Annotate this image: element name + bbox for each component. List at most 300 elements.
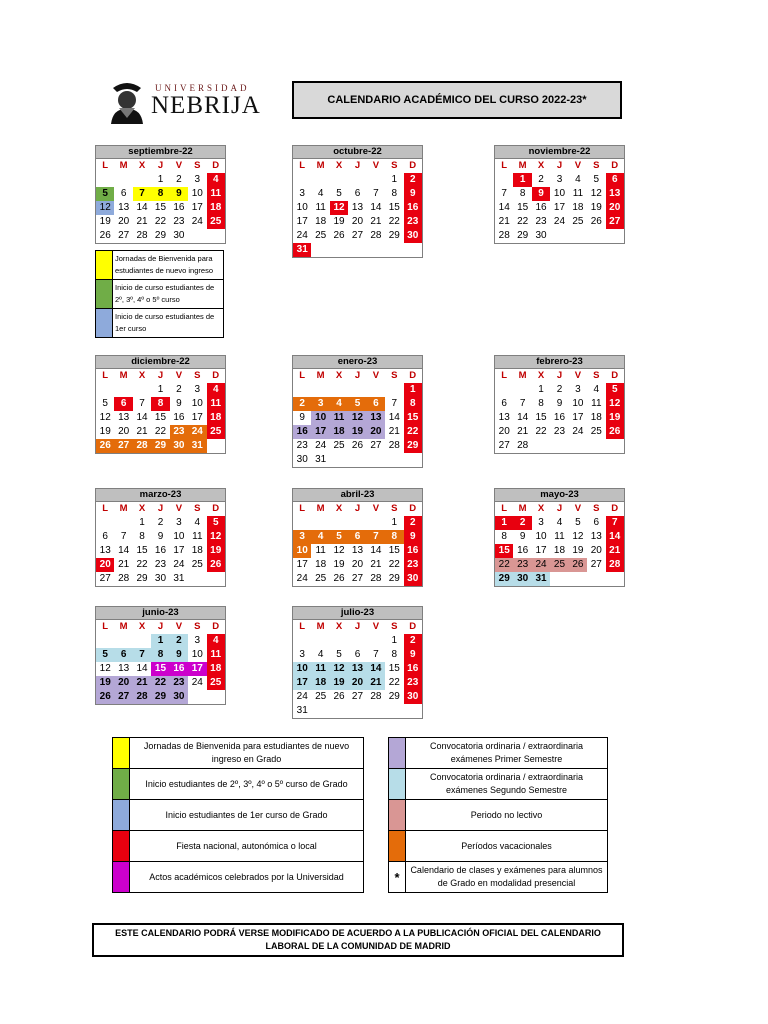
day-cell: 30 [170,690,188,704]
weekday-label: S [391,503,398,514]
weekday-label: V [574,503,582,514]
day-cell: 20 [118,216,130,227]
legend-item [389,738,607,769]
legend-text: Inicio estudiantes de 2º, 3º, 4º o 5º curso de Grado [145,778,348,789]
day-cell: 4 [207,634,225,648]
legend-text: Fiesta nacional, autonómica o local [176,840,317,851]
day-cell: 17 [191,202,203,213]
day-cell [114,383,132,397]
day-cell: 2 [157,517,164,528]
day-cell: 15 [136,545,148,556]
legend-text: Inicio estudiantes de 1er curso de Grado [165,809,328,820]
day-cell: 17 [311,425,329,439]
day-cell [367,243,385,257]
day-cell: 1 [404,383,422,397]
legend-swatch [389,800,406,830]
day-cell: 17 [553,202,566,213]
day-cell: 4 [207,173,225,187]
day-cell [188,229,206,243]
week-row [293,690,422,704]
day-cell: 24 [296,573,308,584]
week-row [293,411,422,425]
month-octubre-22 [292,145,423,258]
day-cell: 11 [207,187,225,201]
legend-item [96,251,223,280]
day-cell: 22 [154,426,167,437]
weekday-label: D [212,621,220,632]
day-cell: 11 [311,662,329,676]
day-cell: 28 [388,440,400,451]
day-cell [330,173,348,187]
day-cell [587,439,605,453]
weekday-label: V [372,503,380,514]
day-cell: 29 [388,230,400,241]
month-diciembre-22 [95,355,226,454]
month-header: mayo-23 [494,488,625,502]
day-cell: 11 [315,202,326,213]
day-cell: 25 [333,440,345,451]
week-row [96,676,225,690]
day-cell [587,229,605,243]
day-cell: 25 [207,425,225,439]
day-cell: 7 [133,648,151,662]
day-cell [348,383,366,397]
day-cell [348,453,366,467]
weekday-label: J [354,160,361,171]
day-cell: 12 [99,663,111,674]
week-row [293,558,422,572]
legend-item [389,800,607,831]
legend-item [96,309,223,337]
day-cell: 30 [404,690,422,704]
week-row [293,634,422,648]
week-row [495,397,624,411]
day-cell [385,704,403,718]
day-cell: 12 [333,545,345,556]
weekday-label: M [119,503,128,514]
weekday-row [96,620,225,634]
day-cell: 2 [404,173,422,187]
day-cell: 4 [317,188,324,199]
day-cell: 9 [404,648,422,662]
day-cell: 14 [370,545,382,556]
day-cell: 24 [191,216,203,227]
weekday-label: D [212,503,220,514]
day-cell: 16 [173,202,185,213]
day-cell: 18 [207,201,225,215]
week-row [96,187,225,201]
day-cell: 21 [133,676,151,690]
day-cell: 12 [330,662,348,676]
weekday-row [96,369,225,383]
day-cell: 23 [154,559,167,570]
day-cell: 25 [207,215,225,229]
week-row [495,215,624,229]
day-cell: 18 [191,545,203,556]
day-cell: 14 [498,202,510,213]
week-row [293,662,422,676]
portrait-crest-icon [107,78,147,124]
day-cell: 6 [120,188,127,199]
weekday-label: X [138,621,146,632]
month-junio-23 [95,606,226,705]
day-cell: 8 [151,648,169,662]
day-cell: 7 [139,398,145,409]
day-cell: 21 [136,426,148,437]
day-cell: 15 [517,202,529,213]
logo-university-text: UNIVERSIDAD [155,83,250,93]
weekday-label: X [335,621,343,632]
day-cell: 7 [391,398,398,409]
weekday-label: M [316,503,325,514]
day-cell: 24 [532,558,550,572]
day-cell: 1 [151,634,169,648]
day-cell: 28 [517,440,529,451]
day-cell: 26 [333,230,345,241]
day-cell: 19 [99,426,111,437]
modification-notice: ESTE CALENDARIO PODRÁ VERSE MODIFICADO DE ACUERDO A LA PUBLICACIÓN OFICIAL DEL CALENDARIO LABORAL DE LA COMUNIDAD DE MADRID [92,923,624,957]
day-cell: 24 [173,559,185,570]
weekday-label: V [574,160,582,171]
day-cell: 28 [133,439,151,453]
day-cell: 20 [367,425,385,439]
weekday-label: D [409,503,417,514]
weekday-label: J [157,503,164,514]
day-cell [367,453,385,467]
weekday-row [96,159,225,173]
day-cell [293,173,311,187]
weekday-label: M [316,160,325,171]
day-cell: 10 [553,188,566,199]
day-cell [550,439,568,453]
day-cell: 5 [102,398,108,409]
day-cell: 27 [114,690,132,704]
day-cell [96,383,114,397]
day-cell: 13 [367,411,385,425]
legend-swatch [113,800,130,830]
day-cell: 27 [99,573,111,584]
day-cell [404,453,422,467]
day-cell: 26 [96,690,114,704]
day-cell [188,690,206,704]
day-cell: 17 [188,662,206,676]
day-cell: 11 [591,398,602,409]
legend-text: Jornadas de Bienvenida para estudiantes de nuevo ingreso en Grado [143,741,350,764]
day-cell: 1 [513,173,531,187]
day-cell: 24 [296,691,308,702]
month-header: octubre-22 [292,145,423,159]
day-cell: 3 [194,384,201,395]
day-cell: 21 [606,544,624,558]
day-cell: 14 [517,412,529,423]
day-cell: 30 [296,454,308,465]
weekday-label: S [391,370,398,381]
day-cell: 22 [388,559,400,570]
legend-swatch [113,769,130,799]
weekday-label: S [593,503,600,514]
day-cell: 9 [299,412,305,423]
day-cell: 1 [157,174,164,185]
day-cell: 16 [553,412,566,423]
day-cell: 28 [498,230,510,241]
legend-swatch: * [389,862,406,892]
week-row [96,530,225,544]
day-cell: 24 [191,677,203,688]
weekday-label: X [138,160,146,171]
day-cell: 2 [293,397,311,411]
month-header: febrero-23 [494,355,625,369]
weekday-label: S [391,160,398,171]
month-header: abril-23 [292,488,423,502]
day-cell: 26 [569,558,587,572]
day-cell: 27 [606,215,624,229]
day-cell [367,173,385,187]
legend-text: Calendario de clases y exámenes para alumnos de Grado en modalidad presencial [410,865,603,888]
day-cell [96,516,114,530]
day-cell: 4 [575,174,581,185]
day-cell: 5 [593,174,600,185]
day-cell [207,572,225,586]
day-cell: 28 [370,230,382,241]
day-cell: 15 [151,662,169,676]
day-cell: 22 [495,558,513,572]
week-row [96,383,225,397]
week-row [495,425,624,439]
legend-swatch [96,251,113,279]
legend-swatch [389,738,406,768]
weekday-label: D [409,621,417,632]
day-cell: 10 [293,662,311,676]
day-cell: 5 [575,517,581,528]
legend-text: Jornadas de Bienvenida para estudiantes de nuevo ingreso [115,254,213,275]
day-cell: 1 [139,517,145,528]
day-cell: 8 [519,188,526,199]
day-cell: 27 [118,230,130,241]
day-cell: 4 [593,384,600,395]
day-cell: 13 [351,545,364,556]
weekday-label: D [611,160,619,171]
legend-text: Períodos vacacionales [461,840,552,851]
day-cell: 15 [154,202,167,213]
day-cell: 11 [207,397,225,411]
weekday-label: L [299,160,306,171]
day-cell [207,690,225,704]
weekday-label: S [593,370,600,381]
day-cell: 31 [315,454,327,465]
day-cell: 2 [170,634,188,648]
day-cell: 20 [118,426,130,437]
month-septiembre-22 [95,145,226,244]
day-cell: 6 [114,648,132,662]
day-cell: 26 [590,216,602,227]
weekday-label: J [556,503,563,514]
day-cell: 24 [315,440,327,451]
day-cell: 22 [136,559,148,570]
day-cell: 2 [538,174,544,185]
day-cell: 7 [367,530,385,544]
legend-text: Convocatoria ordinaria / extraordinaria exámenes Segundo Semestre [429,772,584,795]
week-row [96,215,225,229]
day-cell: 12 [330,201,348,215]
day-cell [311,243,329,257]
day-cell [293,634,311,648]
day-cell [311,173,329,187]
weekday-label: L [102,621,109,632]
day-cell: 8 [538,398,544,409]
day-cell: 28 [136,230,148,241]
month-febrero-23 [494,355,625,454]
legend-swatch [389,769,406,799]
month-header: noviembre-22 [494,145,625,159]
day-cell [330,453,348,467]
day-cell [348,243,366,257]
day-cell: 2 [176,174,182,185]
day-cell: 27 [114,439,132,453]
week-row [96,229,225,243]
week-row [293,572,422,586]
day-cell: 6 [606,173,624,187]
legend-item [389,862,607,892]
day-cell: 22 [517,216,529,227]
month-julio-23 [292,606,423,719]
weekday-label: M [518,503,527,514]
day-cell: 14 [136,412,148,423]
day-cell [96,173,114,187]
day-cell [188,572,206,586]
day-cell: 31 [188,439,206,453]
day-cell: 16 [404,662,422,676]
weekday-label: L [501,370,508,381]
day-cell: 19 [96,676,114,690]
day-cell: 17 [173,545,185,556]
week-row [495,516,624,530]
weekday-label: J [157,621,164,632]
legend-item [113,738,363,769]
legend-left [112,737,364,893]
weekday-label: L [299,503,306,514]
week-row [495,411,624,425]
day-cell: 25 [572,216,584,227]
day-cell: 23 [173,216,185,227]
day-cell: 15 [495,544,513,558]
day-cell: 11 [192,531,203,542]
day-cell: 22 [388,216,400,227]
week-row [96,201,225,215]
day-cell: 6 [354,188,361,199]
day-cell: 25 [315,230,327,241]
day-cell: 10 [173,531,185,542]
weekday-label: V [372,370,380,381]
day-cell: 31 [296,705,308,716]
day-cell: 20 [351,559,364,570]
day-cell: 16 [404,544,422,558]
weekday-label: S [593,160,600,171]
day-cell: 22 [404,425,422,439]
legend-text: Inicio de curso estudiantes de 1er curso [115,312,215,333]
day-cell: 6 [348,530,366,544]
day-cell [367,704,385,718]
legend-item [113,831,363,862]
day-cell: 3 [176,517,182,528]
day-cell: 16 [404,201,422,215]
day-cell: 13 [118,663,130,674]
day-cell: 8 [151,397,169,411]
day-cell: 19 [330,676,348,690]
day-cell: 27 [351,573,364,584]
weekday-label: J [354,621,361,632]
weekday-label: L [501,160,508,171]
day-cell: 11 [315,545,326,556]
day-cell: 22 [154,216,167,227]
logo-name-text: NEBRIJA [151,92,261,119]
month-header: junio-23 [95,606,226,620]
day-cell: 6 [367,397,385,411]
month-mayo-23 [494,488,625,587]
day-cell: 14 [367,662,385,676]
day-cell [293,516,311,530]
day-cell: 8 [385,530,403,544]
day-cell: 3 [538,517,544,528]
week-row [293,397,422,411]
week-row [293,530,422,544]
day-cell: 9 [404,187,422,201]
day-cell: 4 [317,649,324,660]
day-cell: 23 [513,558,531,572]
day-cell: 8 [391,188,398,199]
week-row [293,648,422,662]
day-cell: 12 [99,412,111,423]
day-cell: 29 [404,439,422,453]
day-cell: 5 [96,187,114,201]
legend-swatch [389,831,406,861]
day-cell: 15 [404,411,422,425]
day-cell: 13 [606,187,624,201]
day-cell: 28 [370,573,382,584]
day-cell: 9 [170,648,188,662]
day-cell: 14 [136,663,148,674]
day-cell [114,634,132,648]
day-cell: 26 [333,691,345,702]
day-cell [330,634,348,648]
week-row [96,439,225,453]
day-cell: 21 [367,676,385,690]
weekday-row [293,502,422,516]
legend-item [113,769,363,800]
day-cell: 28 [118,573,130,584]
day-cell: 7 [606,516,624,530]
day-cell: 22 [388,677,400,688]
day-cell: 5 [336,188,342,199]
day-cell [550,572,568,586]
day-cell: 13 [351,202,364,213]
legend-item [96,280,223,309]
day-cell: 29 [388,573,400,584]
day-cell: 1 [391,174,398,185]
legend-swatch [96,280,113,308]
day-cell: 21 [370,216,382,227]
legend-swatch [113,738,130,768]
legend-text: Inicio de curso estudiantes de 2º, 3º, 4º o 5º curso [115,283,215,304]
day-cell [311,634,329,648]
day-cell: 8 [391,649,398,660]
weekday-row [293,369,422,383]
day-cell: 14 [118,545,130,556]
day-cell: 13 [118,412,130,423]
day-cell: 18 [572,202,584,213]
day-cell [587,572,605,586]
day-cell: 7 [373,188,379,199]
day-cell [495,173,513,187]
